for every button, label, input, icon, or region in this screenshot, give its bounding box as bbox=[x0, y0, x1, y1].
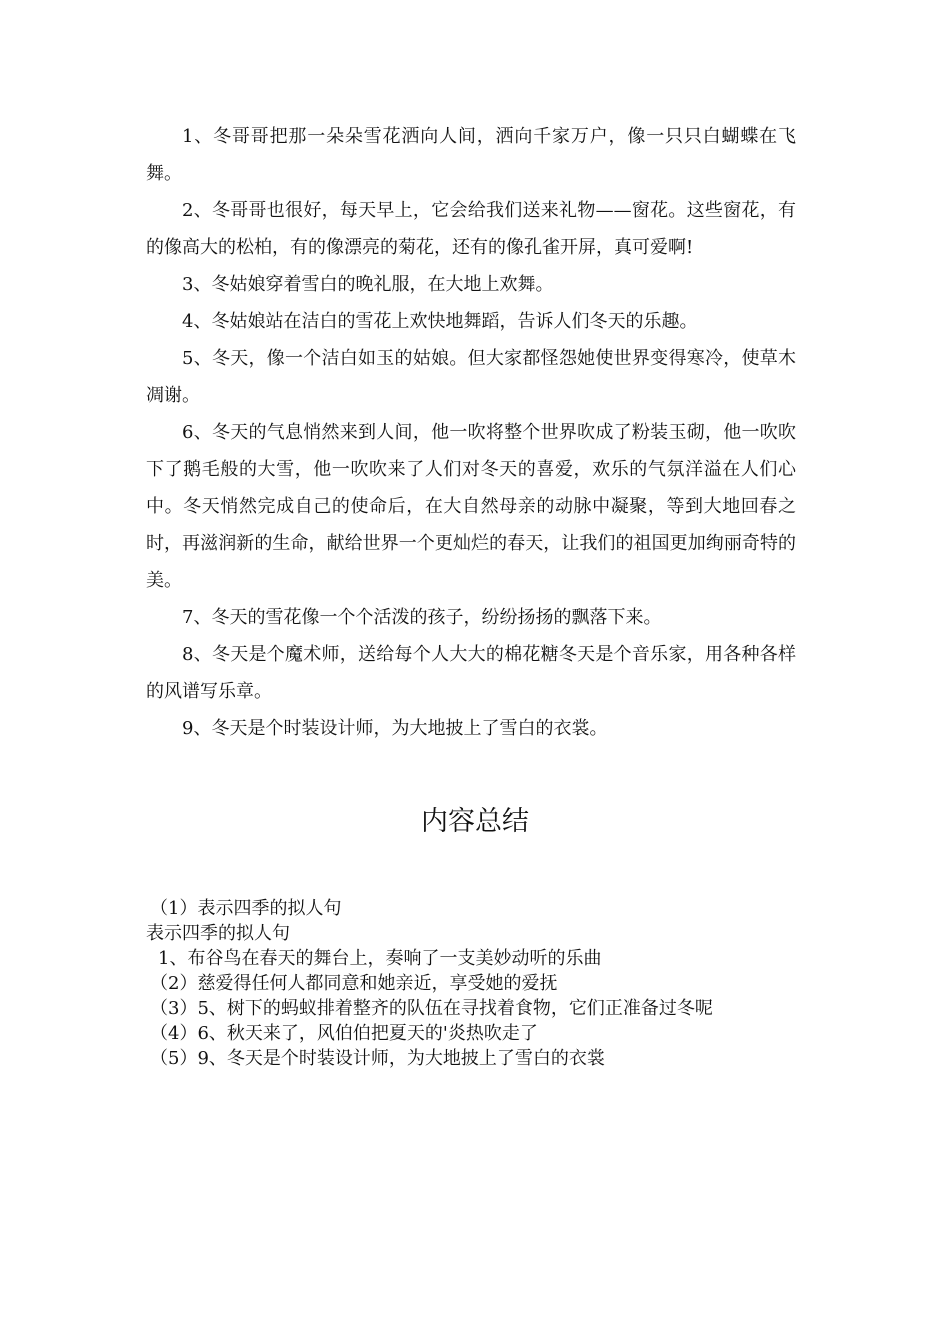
summary-line: 表示四季的拟人句 bbox=[146, 923, 290, 944]
paragraph-5: 5、冬天，像一个洁白如玉的姑娘。但大家都怪怨她使世界变得寒冷，使草木凋谢。 bbox=[146, 348, 796, 406]
summary-title: 内容总结 bbox=[421, 806, 529, 837]
summary-line: （5）9、冬天是个时装设计师，为大地披上了雪白的衣裳 bbox=[150, 1048, 605, 1069]
summary-line: （2）慈爱得任何人都同意和她亲近，享受她的爱抚 bbox=[150, 973, 558, 994]
paragraph-7: 7、冬天的雪花像一个个活泼的孩子，纷纷扬扬的飘落下来。 bbox=[182, 607, 662, 628]
paragraph-4: 4、冬姑娘站在洁白的雪花上欢快地舞蹈，告诉人们冬天的乐趣。 bbox=[182, 311, 698, 332]
summary-line: 1、布谷鸟在春天的舞台上，奏响了一支美妙动听的乐曲 bbox=[158, 948, 602, 969]
summary-line: （4）6、秋天来了，风伯伯把夏天的'炎热吹走了 bbox=[150, 1023, 538, 1044]
summary-line: （1）表示四季的拟人句 bbox=[150, 898, 342, 919]
paragraph-1: 1、冬哥哥把那一朵朵雪花洒向人间，洒向千家万户，像一只只白蝴蝶在飞舞。 bbox=[146, 126, 796, 184]
summary-list bbox=[146, 896, 826, 1071]
paragraph-2: 2、冬哥哥也很好，每天早上，它会给我们送来礼物——窗花。这些窗花，有的像高大的松柏，有的像漂亮的菊花，还有的像孔雀开屏，真可爱啊! bbox=[146, 200, 796, 258]
paragraph-6: 6、冬天的气息悄然来到人间，他一吹将整个世界吹成了粉装玉砌，他一吹吹下了鹅毛般的大雪，他一吹吹来了人们对冬天的喜爱，欢乐的气氛洋溢在人们心中。冬天悄然完成自己的使命后，在大自然母亲的动脉中凝聚，等到大地回春之时，再滋润新的生命，献给世界一个更灿烂的春天，让我们的祖国更加绚丽奇特的美。 bbox=[146, 422, 796, 591]
paragraph-3: 3、冬姑娘穿着雪白的晚礼服，在大地上欢舞。 bbox=[182, 274, 554, 295]
summary-line: （3）5、树下的蚂蚁排着整齐的队伍在寻找着食物，它们正准备过冬呢 bbox=[150, 998, 713, 1019]
paragraph-8: 8、冬天是个魔术师，送给每个人大大的棉花糖冬天是个音乐家，用各种各样的风谱写乐章。 bbox=[146, 644, 796, 702]
paragraph-9: 9、冬天是个时装设计师，为大地披上了雪白的衣裳。 bbox=[182, 718, 608, 739]
body-text bbox=[146, 118, 796, 747]
